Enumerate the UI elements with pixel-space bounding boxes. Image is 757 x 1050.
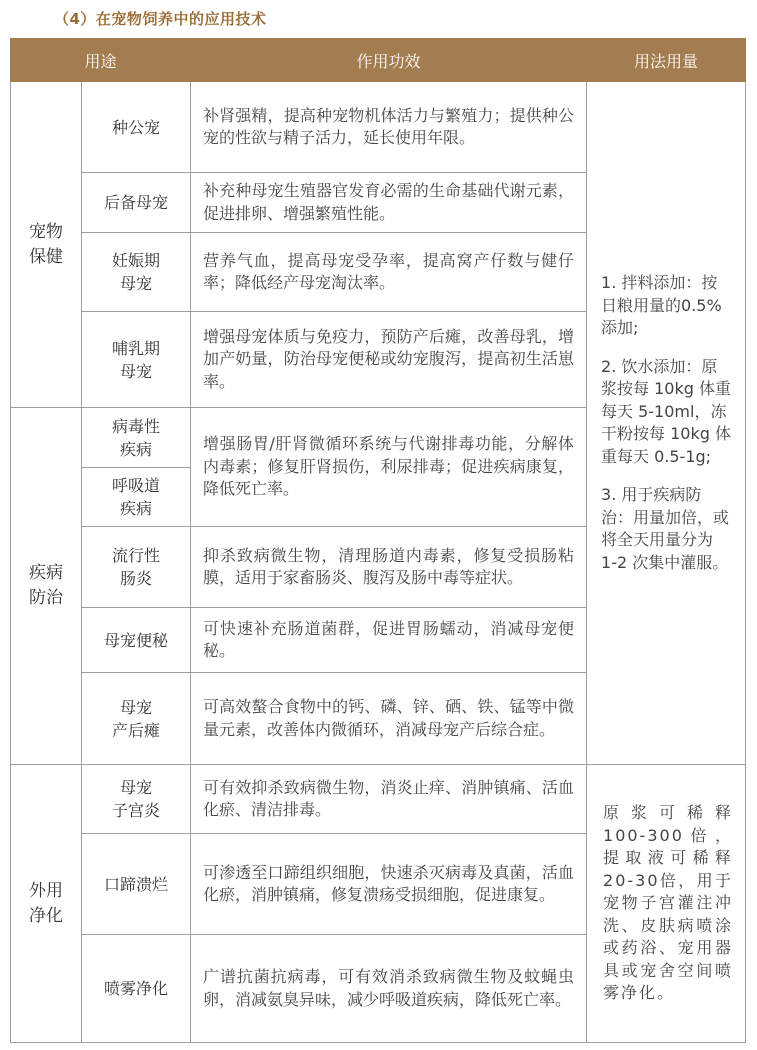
effect-cell: 可渗透至口蹄组织细胞，快速杀灭病毒及真菌，活血化瘀，消肿镇痛，修复溃疡受损细胞，促进康复。 [191,834,587,935]
effect-cell: 可有效抑杀致病微生物，消炎止痒、消肿镇痛、活血化瘀、清洁排毒。 [191,765,587,834]
category-label: 疾病 防治 [29,563,63,608]
header-dosage: 用法用量 [587,39,746,82]
header-usage: 用途 [11,39,191,82]
effect-cell: 补充种母宠生殖器官发育必需的生命基础代谢元素，促进排卵、增强繁殖性能。 [191,173,587,233]
usage-step-3: 3. 用于疾病防治：用量加倍，或将全天用量分为 1-2 次集中灌服。 [601,485,730,572]
row-label: 母宠便秘 [82,608,191,673]
category-label: 宠物 保健 [29,221,63,267]
usage-step-2: 2. 饮水添加：原浆按每 10kg 体重每天 5-10ml，冻干粉按每 10kg 体重每天 0.5-1g; [601,356,731,466]
row-label: 喷雾净化 [82,935,191,1043]
effect-cell: 营养气血，提高母宠受孕率，提高窝产仔数与健仔率；降低经产母宠淘汰率。 [191,233,587,312]
row-label: 哺乳期 母宠 [82,312,191,408]
effect-cell: 可高效螯合食物中的钙、磷、锌、硒、铁、锰等中微量元素，改善体内微循环，消减母宠产后综合症。 [191,673,587,765]
section-heading: （4）在宠物饲养中的应用技术 [54,10,267,28]
row-label: 流行性 肠炎 [82,527,191,608]
effect-cell: 补肾强精，提高种宠物机体活力与繁殖力；提供种公宠的性欲与精子活力，延长使用年限。 [191,82,587,173]
category-label: 外用 净化 [29,880,63,926]
usage-external-cell: 原浆可稀释100-300倍，提取液可稀释20-30倍，用于宠物子宫灌注冲洗、皮肤病喷涂或药浴、宠用器具或宠舍空间喷雾净化。 [587,765,746,1043]
row-label: 种公宠 [82,82,191,173]
row-label: 母宠 产后瘫 [82,673,191,765]
table-row [11,82,746,173]
category-external-purify [11,765,82,1043]
category-disease-control [11,408,82,765]
usage-internal-cell [587,82,746,765]
table-row [11,765,746,834]
category-pet-health [11,82,82,408]
application-table [10,38,746,1043]
row-label: 口蹄溃烂 [82,834,191,935]
row-label: 后备母宠 [82,173,191,233]
usage-step-1: 1. 拌料添加：按日粮用量的0.5% 添加; [601,273,722,337]
row-label: 母宠 子宫炎 [82,765,191,834]
row-label: 呼吸道 疾病 [82,468,191,527]
effect-cell: 可快速补充肠道菌群，促进胃肠蠕动，消减母宠便秘。 [191,608,587,673]
effect-cell: 增强肠胃/肝肾微循环系统与代谢排毒功能，分解体内毒素；修复肝肾损伤，利尿排毒；促进疾病康复，降低死亡率。 [191,408,587,527]
row-label: 病毒性 疾病 [82,408,191,468]
table-header-row [11,39,746,82]
row-label: 妊娠期 母宠 [82,233,191,312]
header-effect: 作用功效 [191,39,587,82]
effect-cell: 广谱抗菌抗病毒，可有效消杀致病微生物及蚊蝇虫卵，消减氨臭异味，减少呼吸道疾病，降低死亡率。 [191,935,587,1043]
effect-cell: 增强母宠体质与免疫力，预防产后瘫，改善母乳，增加产奶量，防治母宠便秘或幼宠腹泻，提高初生活崽率。 [191,312,587,408]
effect-cell: 抑杀致病微生物，清理肠道内毒素，修复受损肠粘膜，适用于家畜肠炎、腹泻及肠中毒等症状。 [191,527,587,608]
